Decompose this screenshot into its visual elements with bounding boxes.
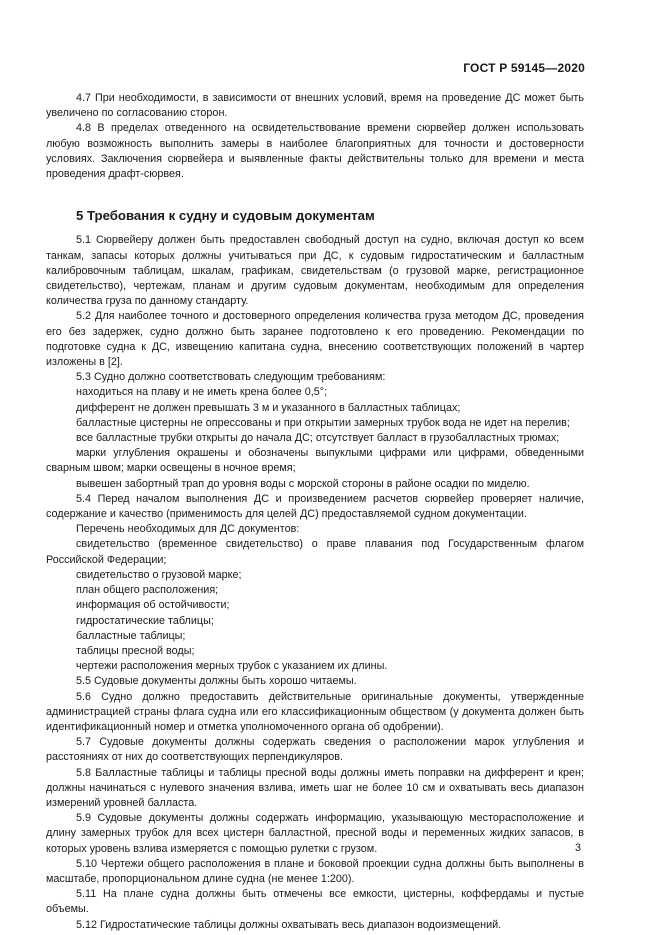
paragraph-4-8: 4.8 В пределах отведенного на освидетельствование времени сюрвейер должен использовать любую возможность выполнить замеры в наиболее благоприятных для точности и достоверности условиях. Заключения сюрвейера и выявленные факты действительны только для времени и места проведения драфт-сюрвея. bbox=[46, 122, 584, 181]
section-title: 5 Требования к судну и судовым документам bbox=[76, 208, 375, 224]
paragraph-5-7: 5.7 Судовые документы должны содержать сведения о расположении марок углубления и расстояниях от них до соответствующих перпендикуляров. bbox=[46, 736, 584, 764]
document-body bbox=[46, 91, 584, 933]
list-item: план общего расположения; bbox=[76, 584, 219, 597]
list-item: все балластные трубки открыты до начала ДС; отсутствует балласт в грузобалластных трюмах; bbox=[76, 432, 560, 445]
list-item: балластные таблицы; bbox=[76, 629, 186, 642]
paragraph-5-11: 5.11 На плане судна должны быть отмечены все емкости, цистерны, коффердамы и пустые объемы. bbox=[46, 888, 584, 916]
list-item: вывешен забортный трап до уровня воды с морской стороны в районе осадки по миделю. bbox=[76, 477, 530, 490]
list-item: информация об остойчивости; bbox=[76, 599, 230, 612]
list-item: свидетельство (временное свидетельство) о праве плавания под Государственным флагом Российской Федерации; bbox=[46, 538, 584, 566]
paragraph-4-7: 4.7 При необходимости, в зависимости от внешних условий, время на проведение ДС может быть увеличено по согласованию сторон. bbox=[46, 92, 584, 120]
paragraph-5-10: 5.10 Чертежи общего расположения в плане и боковой проекции судна должны быть выполнены в масштабе, пропорциональном длине судна (не менее 1:200). bbox=[46, 857, 584, 885]
paragraph-5-5: 5.5 Судовые документы должны быть хорошо читаемы. bbox=[76, 675, 357, 688]
paragraph-5-12: 5.12 Гидростатические таблицы должны охватывать весь диапазон водоизмещений. bbox=[76, 918, 502, 931]
paragraph-5-4: 5.4 Перед началом выполнения ДС и произведением расчетов сюрвейер проверяет наличие, содержание и качество (применимость для целей ДС) предоставляемой судном документации. bbox=[46, 492, 584, 521]
page-number: 3 bbox=[574, 842, 581, 854]
paragraph-5-2: 5.2 Для наиболее точного и достоверного определения количества груза методом ДС, проведения его без задержек, судно должно быть заранее подготовлено к его проведению. Рекомендации по подготовке судна к ДС, извещению капитана судна, внесению соответствующих положений в чартер изложены в [2]. bbox=[46, 310, 584, 369]
paragraph-5-9: 5.9 Судовые документы должны содержать информацию, указывающую месторасположение и длину замерных трубок для всех цистерн балластной, пресной воды и переменных жидких запасов, в которых уровень взлива измеряется с помощью рулетки с грузом. bbox=[46, 812, 584, 855]
list-item: свидетельство о грузовой марке; bbox=[76, 568, 242, 581]
list-item: марки углубления окрашены и обозначены выпуклыми цифрами или цифрами, обведенными сварным швом; марки освещены в ночное время; bbox=[46, 447, 584, 475]
paragraph-5-1: 5.1 Сюрвейеру должен быть предоставлен свободный доступ на судно, включая доступ ко всем танкам, запасы которых должны учитываться при ДС, к судовым гидростатическим и балластным калибровочным таблицам, шкалам, графикам, свидетельствам (о грузовой марке, регистрационное свидетельство), чертежам, планам и другим судовым документам, необходимым для определения количества груза по данному стандарту. bbox=[46, 234, 584, 308]
paragraph-5-8: 5.8 Балластные таблицы и таблицы пресной воды должны иметь поправки на дифферент и крен; должны начинаться с нулевого значения взлива, иметь шаг не более 10 см и охватывать весь диапазон измерений уровней балласта. bbox=[46, 766, 584, 809]
list-item: находиться на плаву и не иметь крена более 0,5°; bbox=[76, 386, 328, 399]
list-item: балластные цистерны не опрессованы и при открытии замерных трубок вода не идет на перелив; bbox=[76, 416, 570, 429]
list-item: чертежи расположения мерных трубок с указанием их длины. bbox=[76, 660, 388, 673]
list-item: гидростатические таблицы; bbox=[76, 614, 214, 627]
document-header: ГОСТ Р 59145—2020 bbox=[463, 61, 585, 75]
paragraph-5-3: 5.3 Судно должно соответствовать следующим требованиям: bbox=[76, 371, 386, 384]
list-item: дифферент не должен превышать 3 м и указанного в балластных таблицах; bbox=[76, 401, 461, 414]
documents-list-intro: Перечень необходимых для ДС документов: bbox=[76, 523, 300, 536]
list-item: таблицы пресной воды; bbox=[76, 644, 195, 657]
paragraph-5-6: 5.6 Судно должно предоставить действительные оригинальные документы, утвержденные администрацией страны флага судна или его классификационным обществом (у документа должен быть идентификационный номер и отметка уполномоченного органа об одобрении). bbox=[46, 690, 584, 733]
